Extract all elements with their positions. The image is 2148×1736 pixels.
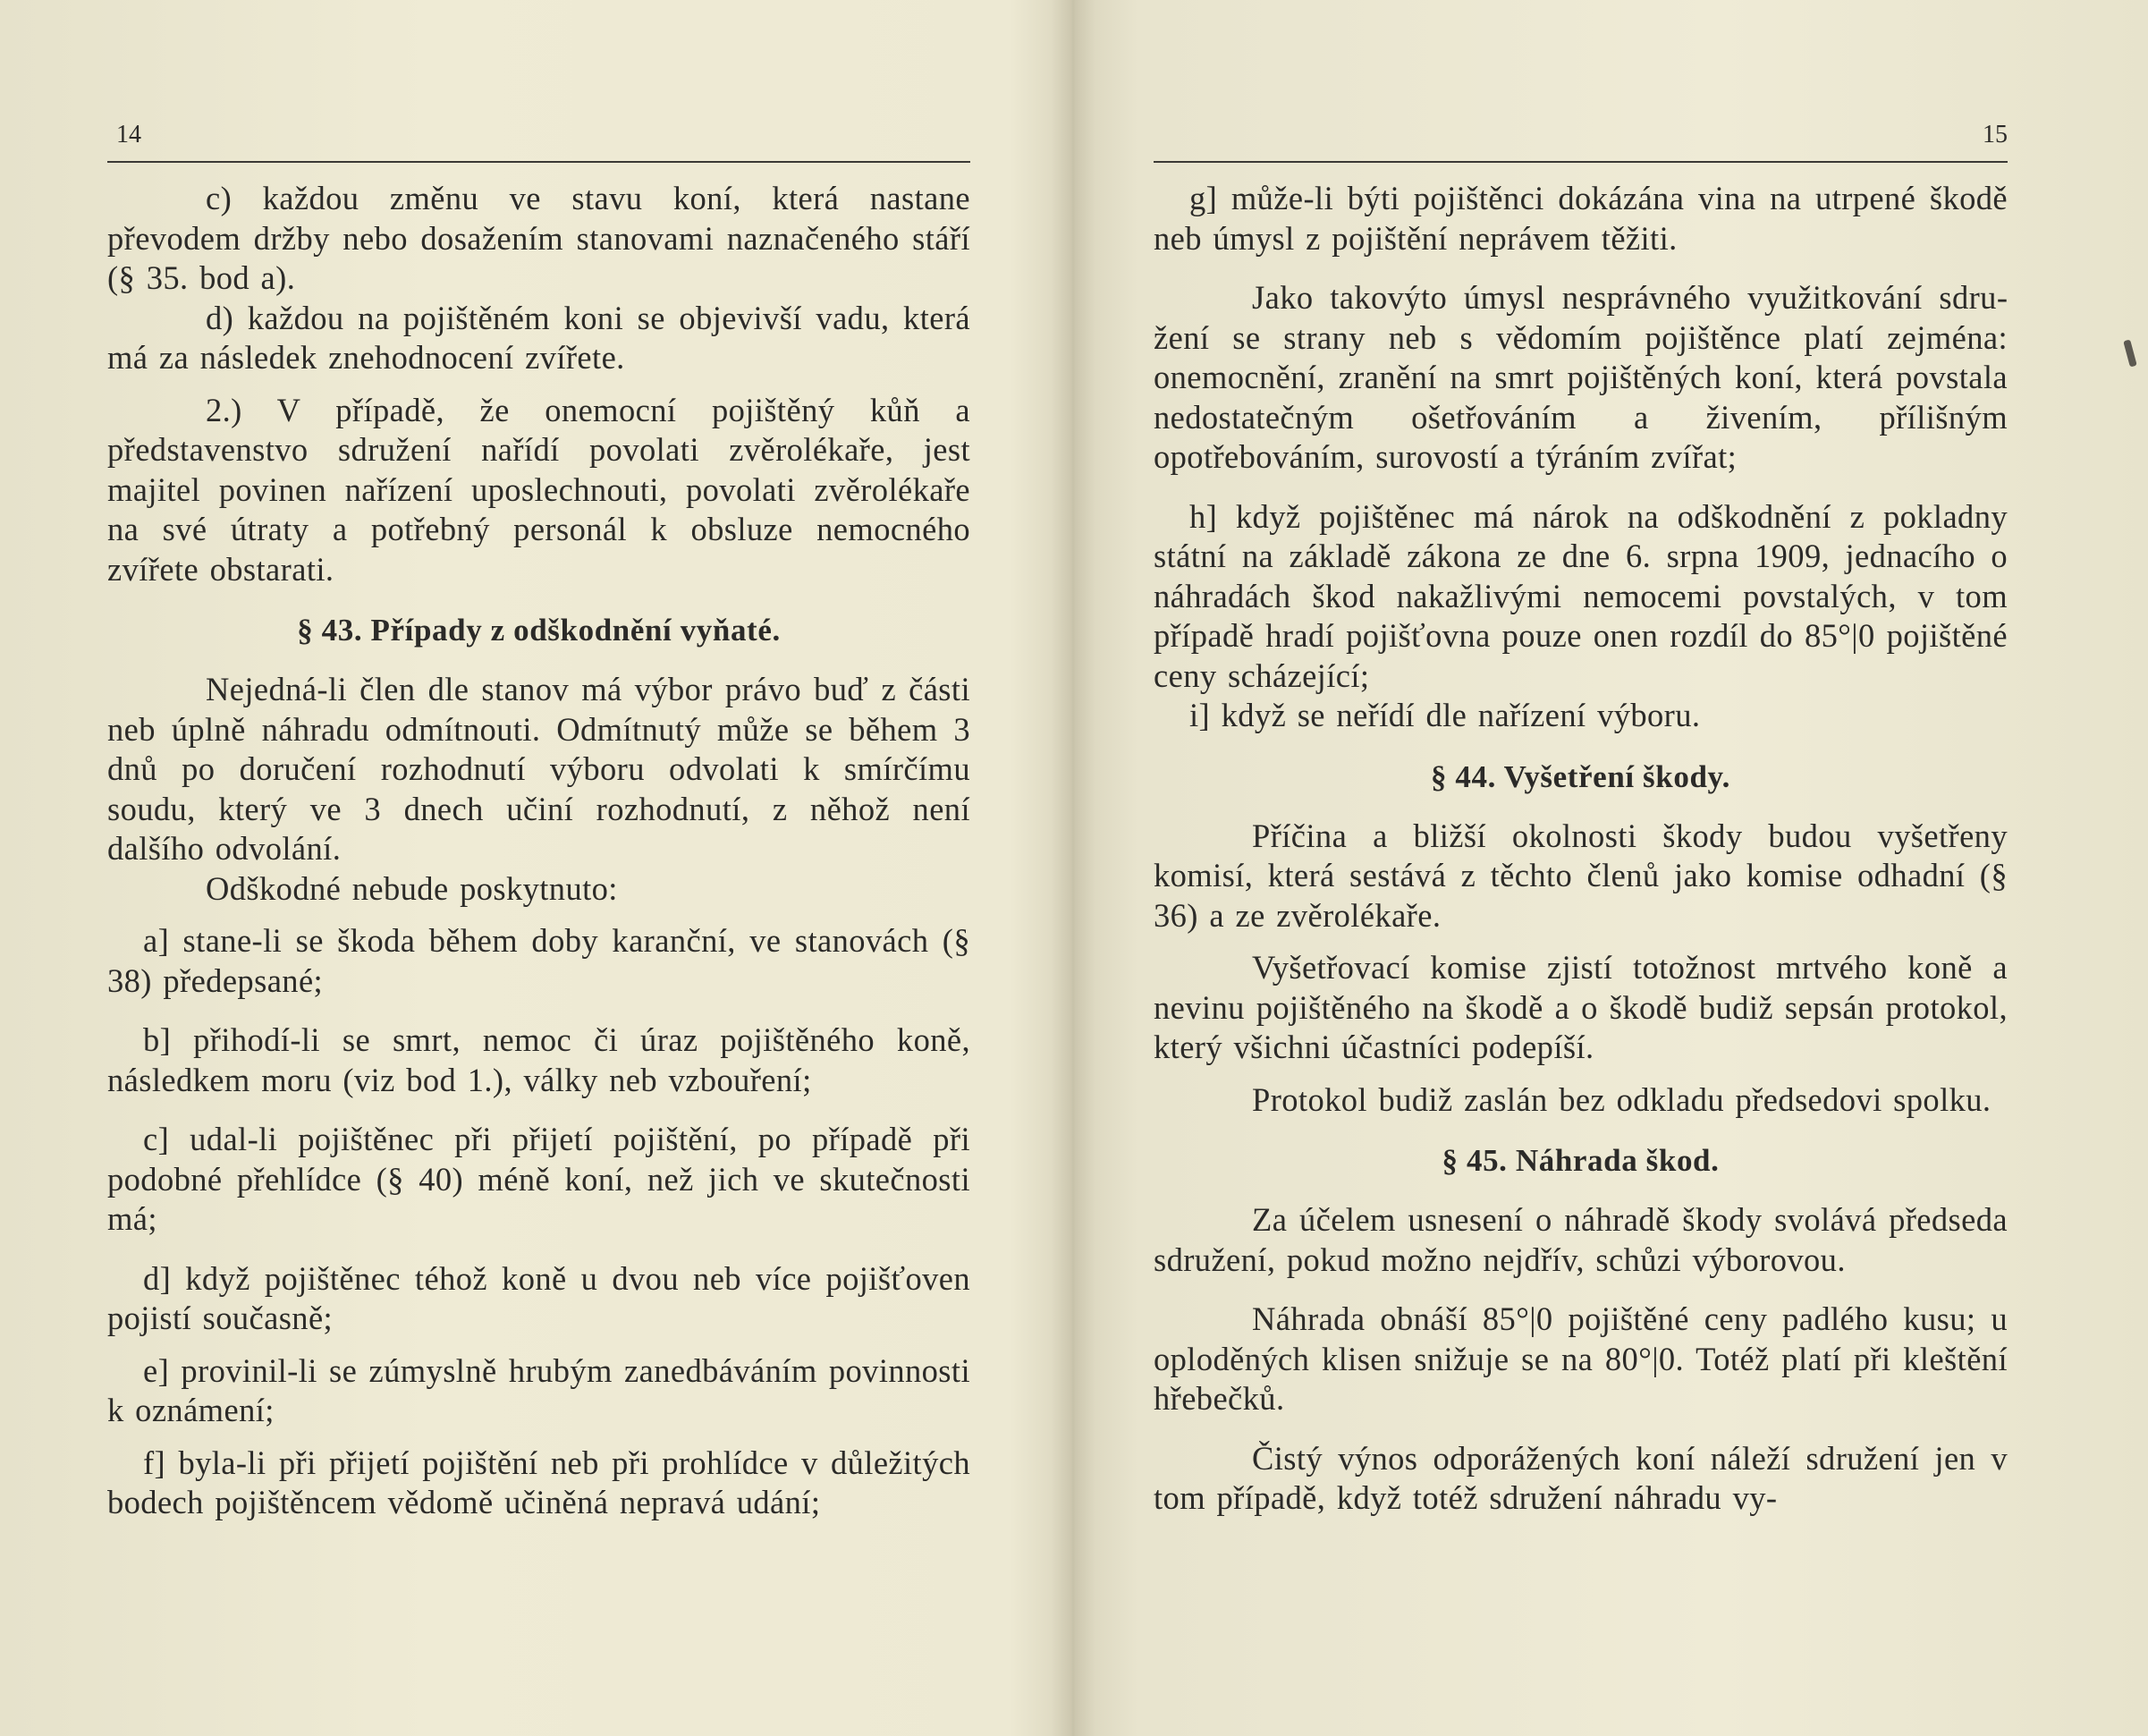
page-number: 14 bbox=[116, 121, 141, 148]
list-item: a] stane-li se škoda během doby karanční, ve stanovách (§ 38) předepsané; bbox=[107, 922, 970, 999]
list-item: h] když pojištěnec má nárok na odškodnění z pokladny státní na základě zákona ze dne 6. srpna 1909, jednacího o náhradách škod nakažlivými nemocemi povstalých, v tom případě hradí pojišťovna pouze onen rozdíl do 85°|0 pojištěné ceny scházející; bbox=[1154, 497, 2008, 694]
paper-blemish bbox=[2123, 339, 2136, 367]
paragraph: Nejedná-li člen dle stanov má výbor právo buď z části neb úplně náhradu odmítnouti. Odmítnutý může se během 3 dnů po doručení rozhodnutí výboru odvolati k smírčímu soudu, který ve 3 dnech učiní rozhodnutí, z něhož není dalšího odvolání. bbox=[107, 671, 970, 867]
paragraph: Jako takovýto úmysl nesprávného využitkování sdružení se strany neb s vědomím pojištěnce platí zejména: onemocnění, zranění na smrt pojištěných koní, která povstala nedostatečným ošetřováním a živením, přílišným opotřebováním, surovostí a týráním zvířat; bbox=[1154, 279, 2008, 475]
paragraph: Náhrada obnáší 85°|0 pojištěné ceny padlého kusu; u oploděných klisen snižuje se na 80°|0. Totéž platí při kleštění hřebečků. bbox=[1154, 1300, 2008, 1417]
section-heading: § 43. Případy z odškodnění vyňaté. bbox=[297, 613, 781, 648]
paragraph: Za účelem usnesení o náhradě škody svolává předseda sdružení, pokud možno nejdřív, schůzi výborovou. bbox=[1154, 1201, 2008, 1278]
section-heading: § 44. Vyšetření škody. bbox=[1430, 758, 1731, 794]
paragraph: Příčina a bližší okolnosti škody budou vyšetřeny komisí, která sestává z těchto členů jako komise odhadní (§ 36) a ze zvěrolékaře. bbox=[1154, 817, 2008, 934]
right-page-body bbox=[1154, 179, 2008, 1519]
paragraph: c) každou změnu ve stavu koní, která nastane převodem držby nebo dosažením stanovami naznačeného stáří (§ 35. bod a). bbox=[107, 180, 970, 296]
list-item: g] může-li býti pojištěnci dokázána vina na utrpené škodě neb úmysl z pojištění neprávem těžiti. bbox=[1154, 180, 2008, 257]
book-gutter bbox=[1051, 0, 1095, 1736]
paragraph: Čistý výnos odporážených koní náleží sdružení jen v tom případě, když totéž sdružení náhradu vy- bbox=[1154, 1439, 2008, 1516]
left-page-body bbox=[107, 179, 970, 1523]
header-rule bbox=[107, 161, 970, 163]
left-page bbox=[107, 0, 970, 1736]
section-heading: § 45. Náhrada škod. bbox=[1442, 1143, 1720, 1178]
paragraph: Protokol budiž zaslán bez odkladu předsedovi spolku. bbox=[1252, 1080, 1992, 1118]
list-item: i] když se neřídí dle nařízení výboru. bbox=[1189, 697, 1701, 733]
list-item: c] udal-li pojištěnec při přijetí pojištění, po případě při podobné přehlídce (§ 40) méně koní, než jich ve skutečnosti má; bbox=[107, 1121, 970, 1237]
paragraph: d) každou na pojištěném koni se objevivší vadu, která má za následek znehodnocení zvířete. bbox=[107, 299, 970, 376]
list-item: b] přihodí-li se smrt, nemoc či úraz pojištěného koně, následkem moru (viz bod 1.), války neb vzbouření; bbox=[107, 1021, 970, 1098]
paragraph: Vyšetřovací komise zjistí totožnost mrtvého koně a nevinu pojištěného na škodě a o škodě budiž sepsán protokol, který všichni účastníci podepíší. bbox=[1154, 949, 2008, 1065]
list-item: f] byla-li při přijetí pojištění neb při prohlídce v důležitých bodech pojištěncem vědomě učiněná nepravá udání; bbox=[107, 1444, 970, 1520]
list-item: e] provinil-li se zúmyslně hrubým zanedbáváním povinnosti k oznámení; bbox=[107, 1351, 970, 1428]
paragraph: 2.) V případě, že onemocní pojištěný kůň a představenstvo sdružení nařídí povolati zvěrolékaře, jest majitel povinen nařízení uposlechnouti, povolati zvěrolékaře na své útraty a potřebný personál k obsluze nemocného zvířete obstarati. bbox=[107, 391, 970, 588]
paragraph: Odškodné nebude poskytnuto: bbox=[206, 869, 618, 907]
header-rule bbox=[1154, 161, 2008, 163]
left-page-header bbox=[107, 121, 970, 165]
right-page-header bbox=[1154, 121, 2008, 165]
page-number: 15 bbox=[1983, 121, 2008, 148]
right-page bbox=[1154, 0, 2008, 1736]
list-item: d] když pojištěnec téhož koně u dvou neb více pojišťoven pojistí současně; bbox=[107, 1259, 970, 1336]
